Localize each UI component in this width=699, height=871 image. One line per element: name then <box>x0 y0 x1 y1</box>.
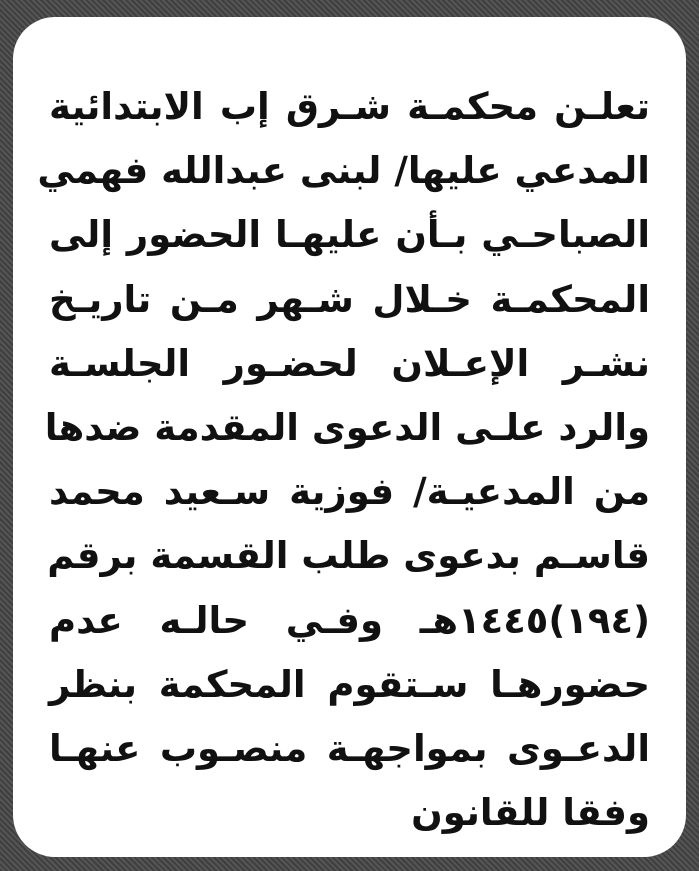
notice-card <box>13 17 686 857</box>
notice-line: تعلـن محكمـة شـرق إب الابتدائية <box>49 85 650 128</box>
notice-line: المدعي عليها/ لبنى عبدالله فهمي <box>37 149 650 193</box>
notice-line: المحكمـة خـلال شـهر مـن تاريـخ <box>49 277 650 321</box>
notice-line: حضورهـا سـتقوم المحكمة بنظر <box>49 662 650 706</box>
notice-line: والرد علـى الدعوى المقدمة ضدها <box>44 405 650 449</box>
notice-line: من المدعيـة/ فوزية سـعيد محمد <box>49 470 650 514</box>
notice-line: الصباحـي بـأن عليهـا الحضور إلى <box>49 213 650 257</box>
notice-line: (١٩٤)١٤٤٥هـ وفـي حالـه عدم <box>49 598 650 642</box>
notice-line: وفقا للقانون <box>411 791 650 835</box>
notice-text <box>37 75 650 845</box>
notice-line: الدعـوى بمواجهـة منصـوب عنهـا <box>49 726 650 770</box>
notice-line: نشـر الإعـلان لحضـور الجلسـة <box>49 341 650 385</box>
notice-line: قاسـم بدعوى طلب القسمة برقم <box>47 534 650 578</box>
